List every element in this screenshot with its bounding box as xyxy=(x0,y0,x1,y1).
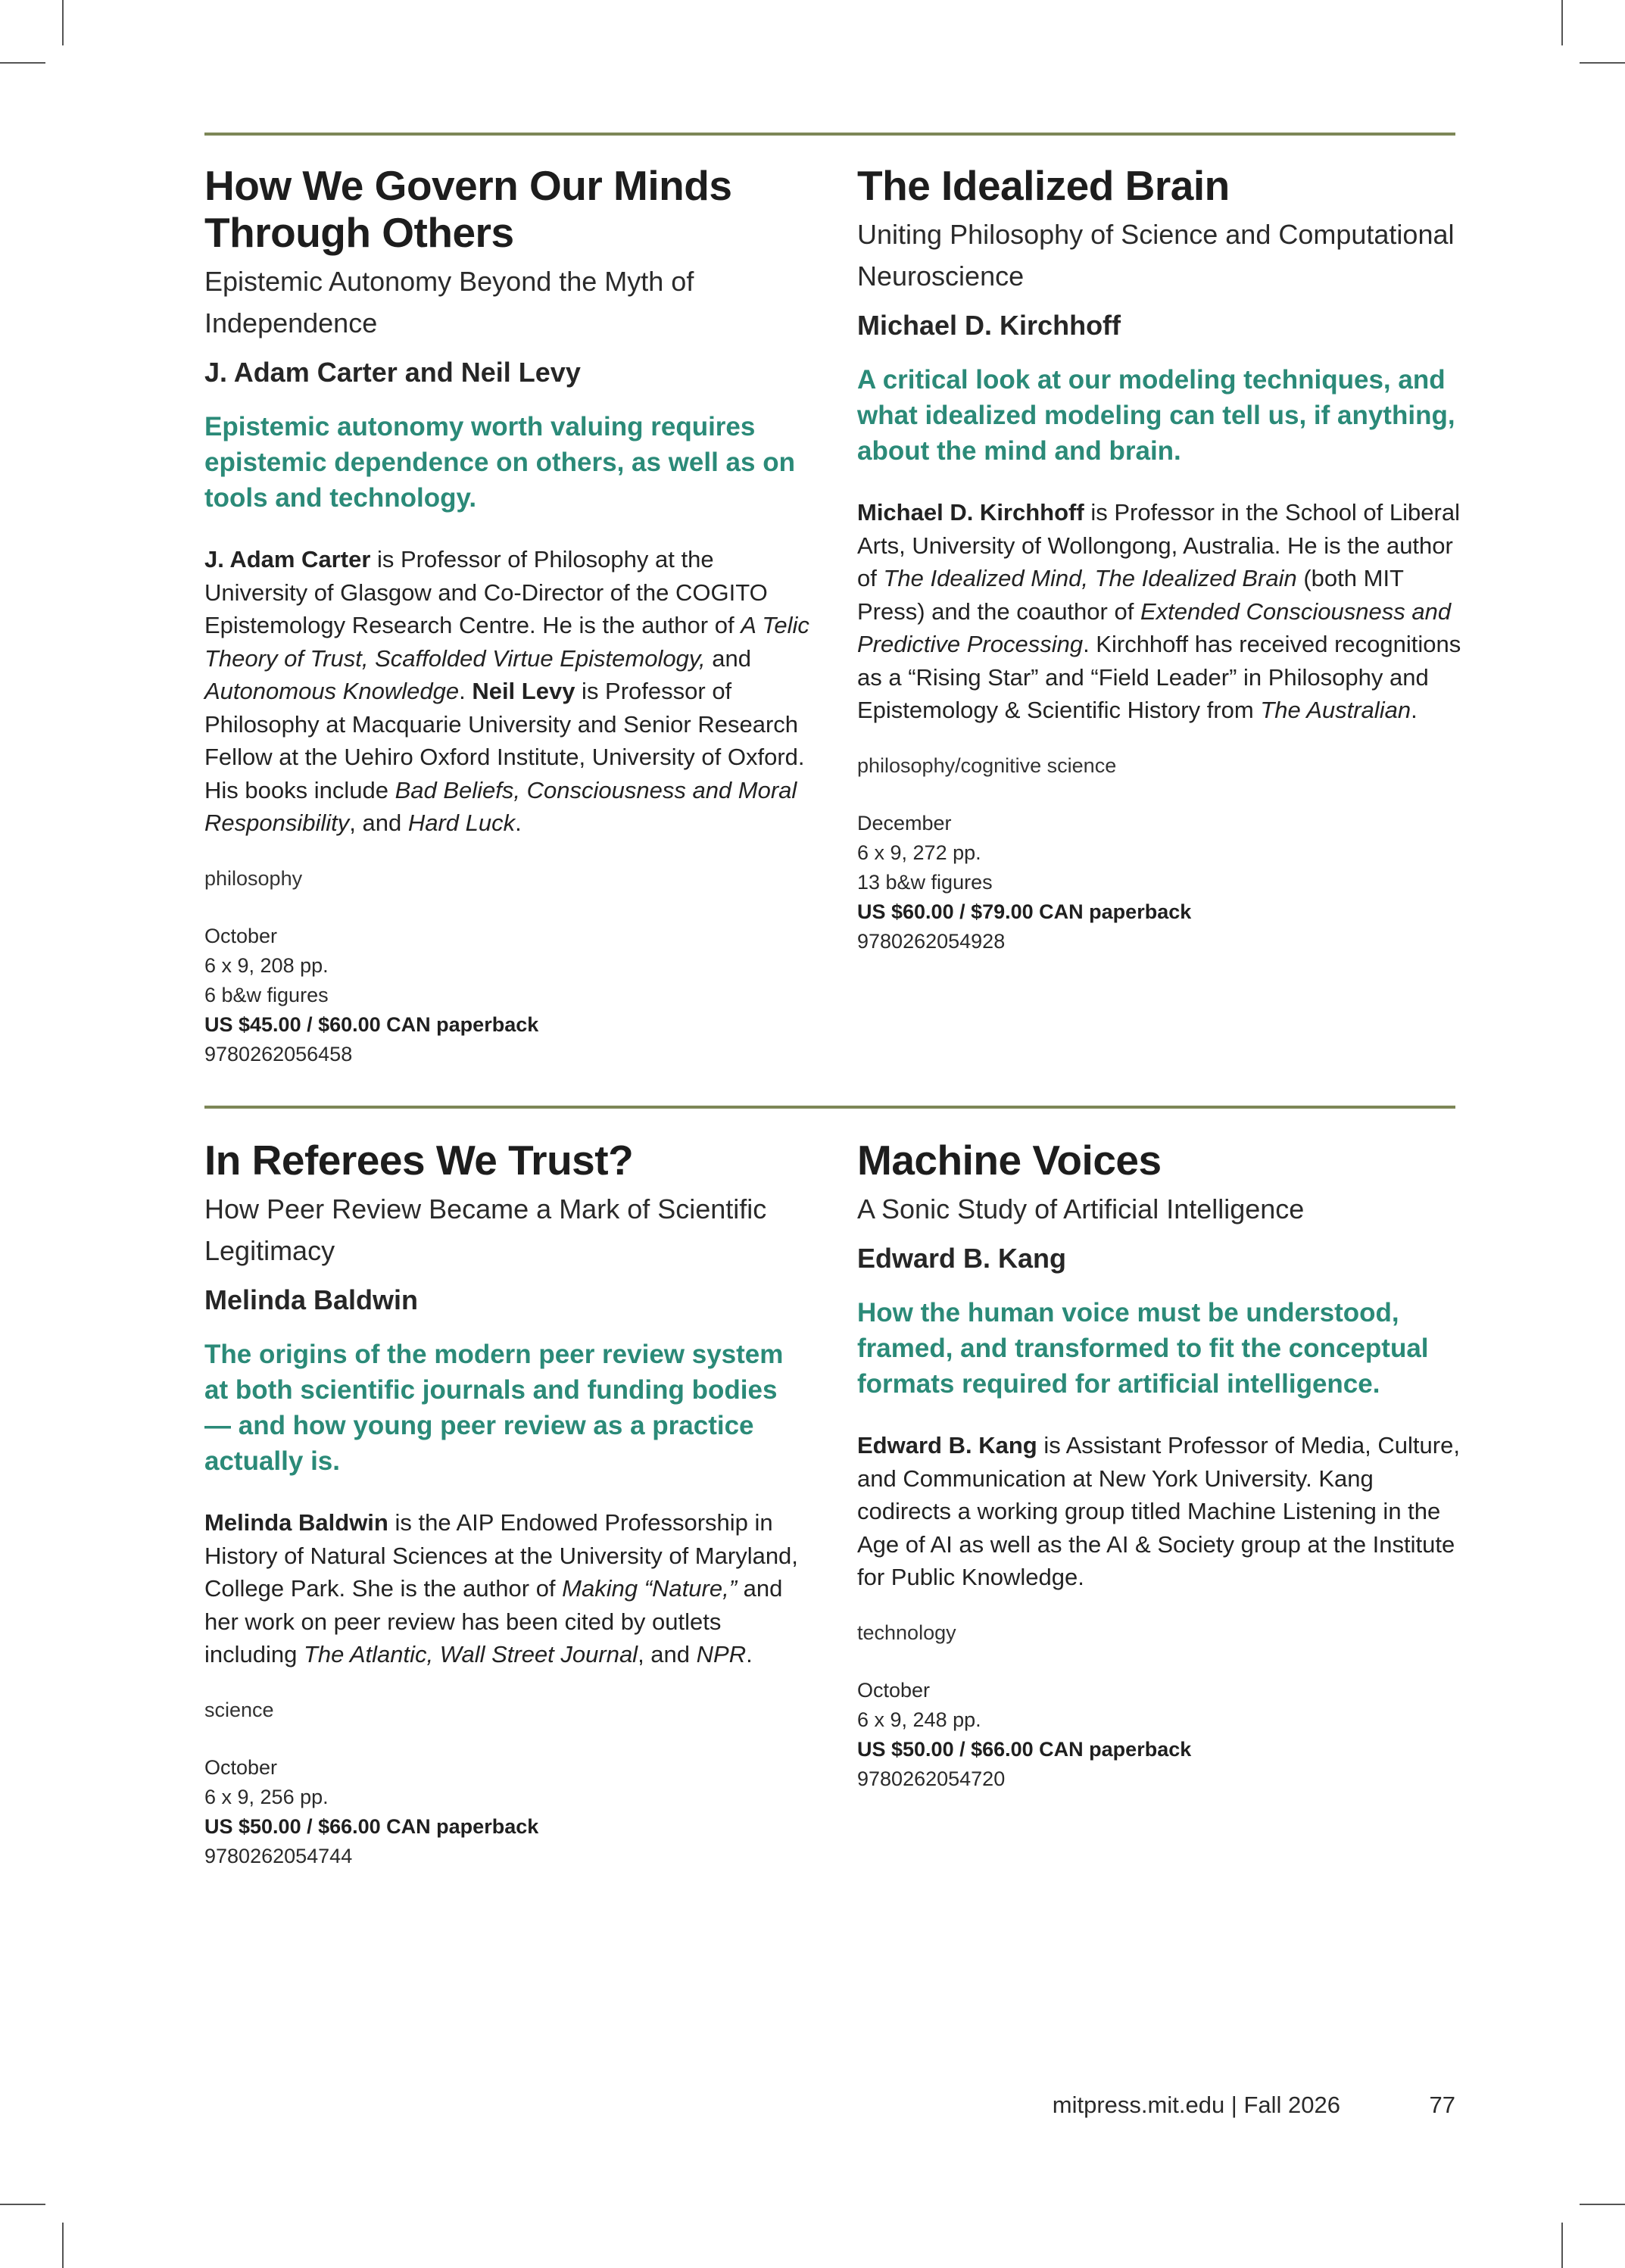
book-meta xyxy=(857,1676,1463,1794)
publication-month: October xyxy=(204,1755,278,1779)
book-title: How We Govern Our Minds Through Others xyxy=(204,162,732,256)
book-subtitle: A Sonic Study of Artificial Intelligence xyxy=(857,1193,1305,1224)
book-subtitle: Uniting Philosophy of Science and Computational Neuroscience xyxy=(857,219,1455,292)
book-figures: 13 b&w figures xyxy=(857,870,993,894)
book-tagline: Epistemic autonomy worth valuing requires epistemic dependence on others, as well as on tools and technology. xyxy=(204,412,795,513)
book-isbn: 9780262054744 xyxy=(204,1844,353,1867)
book-meta xyxy=(857,809,1463,956)
bio-text: is Professor of Philosophy at Macquarie University and Senior Research Fellow at the Uehiro Oxford Institute, University of Oxford. His books include xyxy=(204,678,805,803)
book-title: In Referees We Trust? xyxy=(204,1137,634,1184)
book-isbn: 9780262056458 xyxy=(204,1042,353,1065)
section-divider-top xyxy=(204,133,1455,136)
book-title: Machine Voices xyxy=(857,1137,1162,1184)
page-number: 77 xyxy=(1429,2092,1455,2118)
bio-author-name: J. Adam Carter xyxy=(204,546,371,572)
book-format: 6 x 9, 256 pp. xyxy=(204,1785,329,1808)
bio-author-name: Michael D. Kirchhoff xyxy=(857,499,1084,526)
bio-text: . xyxy=(1411,697,1418,723)
book-figures: 6 b&w figures xyxy=(204,983,329,1006)
book-subtitle: Epistemic Autonomy Beyond the Myth of Independence xyxy=(204,266,694,338)
bio-text: . Kirchhoff has received recognitions as a “Rising Star” and “Field Leader” in Philosophy and Epistemology & Scientific History from xyxy=(857,631,1461,723)
book-tagline: A critical look at our modeling techniques, and what idealized modeling can tell us, if anything, about the mind and brain. xyxy=(857,365,1455,466)
bio-text: and her work on peer review has been cited by outlets including xyxy=(204,1575,783,1667)
book-isbn: 9780262054720 xyxy=(857,1767,1006,1790)
book-title: The Idealized Brain xyxy=(857,162,1230,209)
author-bio xyxy=(204,543,810,840)
book-meta xyxy=(204,922,810,1069)
crop-mark xyxy=(0,2204,45,2205)
bio-book-title: Bad Beliefs, Consciousness and Moral Responsibility xyxy=(204,776,797,836)
crop-mark xyxy=(62,2223,64,2268)
book-subtitle: How Peer Review Became a Mark of Scientific Legitimacy xyxy=(204,1193,767,1266)
bio-text: is the AIP Endowed Professorship in History of Natural Sciences at the University of Maryland, College Park. She is the author of xyxy=(204,1509,798,1602)
bio-author-name: Neil Levy xyxy=(472,678,575,704)
book-author: J. Adam Carter and Neil Levy xyxy=(204,357,581,388)
book-price: US $50.00 / $66.00 CAN paperback xyxy=(857,1737,1192,1761)
bio-author-name: Melinda Baldwin xyxy=(204,1509,388,1536)
bio-text: , and xyxy=(638,1641,697,1667)
author-bio xyxy=(857,496,1463,727)
book-subject: philosophy xyxy=(204,866,303,890)
crop-mark xyxy=(1561,2223,1563,2268)
book-subject: science xyxy=(204,1698,274,1721)
bio-author-name: Edward B. Kang xyxy=(857,1432,1037,1458)
bio-book-title: The Atlantic, Wall Street Journal xyxy=(303,1641,638,1667)
bio-text: , and xyxy=(349,810,408,836)
bio-book-title: Autonomous Knowledge xyxy=(204,678,460,704)
book-entry xyxy=(857,1137,1463,1794)
crop-mark xyxy=(62,0,64,45)
bio-text: (both MIT Press) and the coauthor of xyxy=(857,565,1404,625)
bio-text: . xyxy=(459,678,473,704)
bio-text: . xyxy=(515,810,522,836)
bio-text: is Professor in the School of Liberal Arts, University of Wollongong, Australia. He is the author of xyxy=(857,499,1460,591)
book-subject: technology xyxy=(857,1621,956,1644)
publication-month: October xyxy=(204,924,278,947)
bio-book-title: Making “Nature,” xyxy=(562,1575,738,1602)
author-bio xyxy=(204,1506,810,1671)
bio-book-title: NPR xyxy=(696,1641,747,1667)
bio-text: and xyxy=(705,644,751,672)
book-meta xyxy=(204,1753,810,1871)
book-entry xyxy=(857,162,1463,956)
section-divider-middle xyxy=(204,1106,1455,1109)
crop-mark xyxy=(1580,2204,1625,2205)
book-format: 6 x 9, 248 pp. xyxy=(857,1708,981,1731)
book-subject: philosophy/cognitive science xyxy=(857,753,1117,777)
bio-book-title: Hard Luck xyxy=(407,810,516,836)
book-author: Edward B. Kang xyxy=(857,1243,1067,1274)
book-author: Michael D. Kirchhoff xyxy=(857,310,1121,341)
crop-mark xyxy=(1580,62,1625,64)
book-price: US $60.00 / $79.00 CAN paperback xyxy=(857,900,1192,923)
book-format: 6 x 9, 272 pp. xyxy=(857,841,981,864)
bio-book-title: A Telic Theory of Trust, Scaffolded Virtue Epistemology, xyxy=(204,612,809,672)
book-isbn: 9780262054928 xyxy=(857,929,1006,953)
bio-book-title: The Idealized Mind, The Idealized Brain xyxy=(883,565,1297,591)
bio-text: is Assistant Professor of Media, Culture, and Communication at New York University. Kang codirects a working group titled Machine Listening in the Age of AI as well as the AI & Society group at the Institute for Public Knowledge. xyxy=(857,1432,1460,1590)
crop-mark xyxy=(1561,0,1563,45)
author-bio xyxy=(857,1429,1463,1594)
book-entry xyxy=(204,162,810,1069)
bio-text: . xyxy=(746,1641,753,1667)
book-author: Melinda Baldwin xyxy=(204,1284,419,1315)
bio-book-title: Extended Consciousness and Predictive Processing xyxy=(857,597,1452,657)
book-price: US $45.00 / $60.00 CAN paperback xyxy=(204,1012,539,1036)
publication-month: October xyxy=(857,1678,931,1702)
book-price: US $50.00 / $66.00 CAN paperback xyxy=(204,1814,539,1838)
book-tagline: How the human voice must be understood, framed, and transformed to fit the conceptual formats required for artificial intelligence. xyxy=(857,1298,1429,1399)
book-tagline: The origins of the modern peer review system at both scientific journals and funding bodies — and how young peer review as a practice actually is. xyxy=(204,1340,784,1476)
footer-site: mitpress.mit.edu | Fall 2026 xyxy=(1052,2092,1340,2118)
bio-book-title: The Australian xyxy=(1260,697,1411,723)
book-entry xyxy=(204,1137,810,1871)
book-format: 6 x 9, 208 pp. xyxy=(204,953,329,977)
publication-month: December xyxy=(857,811,952,835)
bio-text: is Professor of Philosophy at the University of Glasgow and Co-Director of the COGITO Epistemology Research Centre. He is the author of xyxy=(204,546,768,638)
crop-mark xyxy=(0,62,45,64)
